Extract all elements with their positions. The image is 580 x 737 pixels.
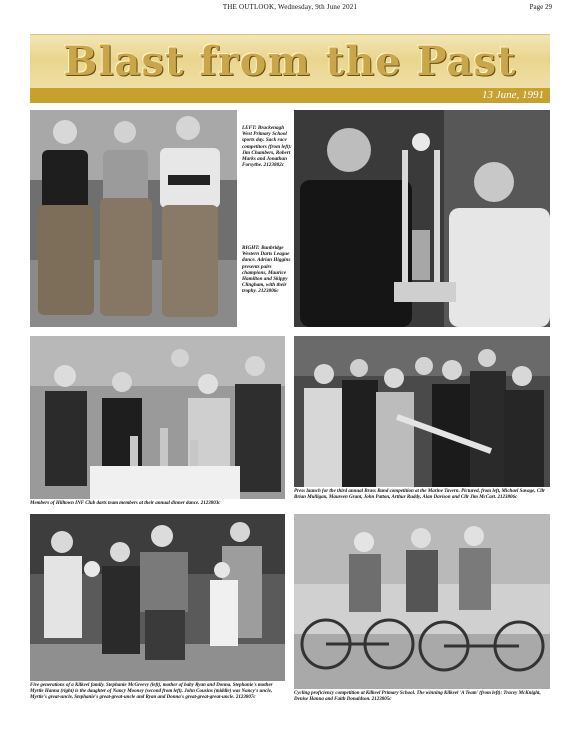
caption-cycling: Cycling proficiency competition at Kilkeel Primary School. The winning Kilkeel 'A Team' (from left): Tracey McKnight, Denise Hanna and Faith Donaldson. 2123805c <box>294 691 541 702</box>
photo-darts-trophy <box>294 110 550 327</box>
edition-date: 13 June, 1991 <box>481 89 544 101</box>
caption-press-launch: Press launch for the third annual Brass Band competition at the Marine Tavern. Pictured, from left, Michael Savage, Cllr Brian Mulligan, Maureen Grant, John Patton, Arthur Ruddy, Alan Davison and Cllr Jim McCart. 2123806c <box>294 489 545 500</box>
photo-five-generations <box>30 514 285 681</box>
caption-five-generations: Five generations of a Kilkeel family. Stephanie McGreevy (left), mother of baby Ryan and Donna. Stephanie's mother Myrtle Hanna (right) is the daughter of Nancy Mooney (second from left). John Cousins (middle) was Nancy's uncle, Myrtle's great-uncle, Stephanie's great-great-uncle and Ryan and Donna's great-great-great-uncle. 2123807c <box>30 683 273 700</box>
photo-press-launch <box>294 336 550 487</box>
section-title: Blast from the Past <box>63 38 517 85</box>
caption-dinner-dance: Members of Hilltown INF Club darts team members at their annual dinner dance. 2123803c <box>30 501 221 506</box>
photo-sack-race <box>30 110 237 327</box>
caption-darts-trophy: RIGHT: Banbridge Western Darts League dance. Adrian Higgins presents pairs champions, Maurice Hamilton and Skippy Clingham, with their trophy. 2123806c <box>242 245 291 295</box>
publication-line: THE OUTLOOK, Wednesday, 9th June 2021 <box>222 3 358 11</box>
date-bar <box>30 88 550 103</box>
caption-sack-race: LEFT: Brackenagh West Primary School sports day. Sack race competitors (from left): Jim Chambers, Robert Marks and Jonathan Forsythe. 2123802c <box>242 125 292 169</box>
photo-dinner-dance <box>30 336 285 499</box>
section-banner <box>30 34 550 89</box>
photo-cycling <box>294 514 550 689</box>
page-number: Page 29 <box>529 3 552 11</box>
page-header <box>0 0 580 14</box>
